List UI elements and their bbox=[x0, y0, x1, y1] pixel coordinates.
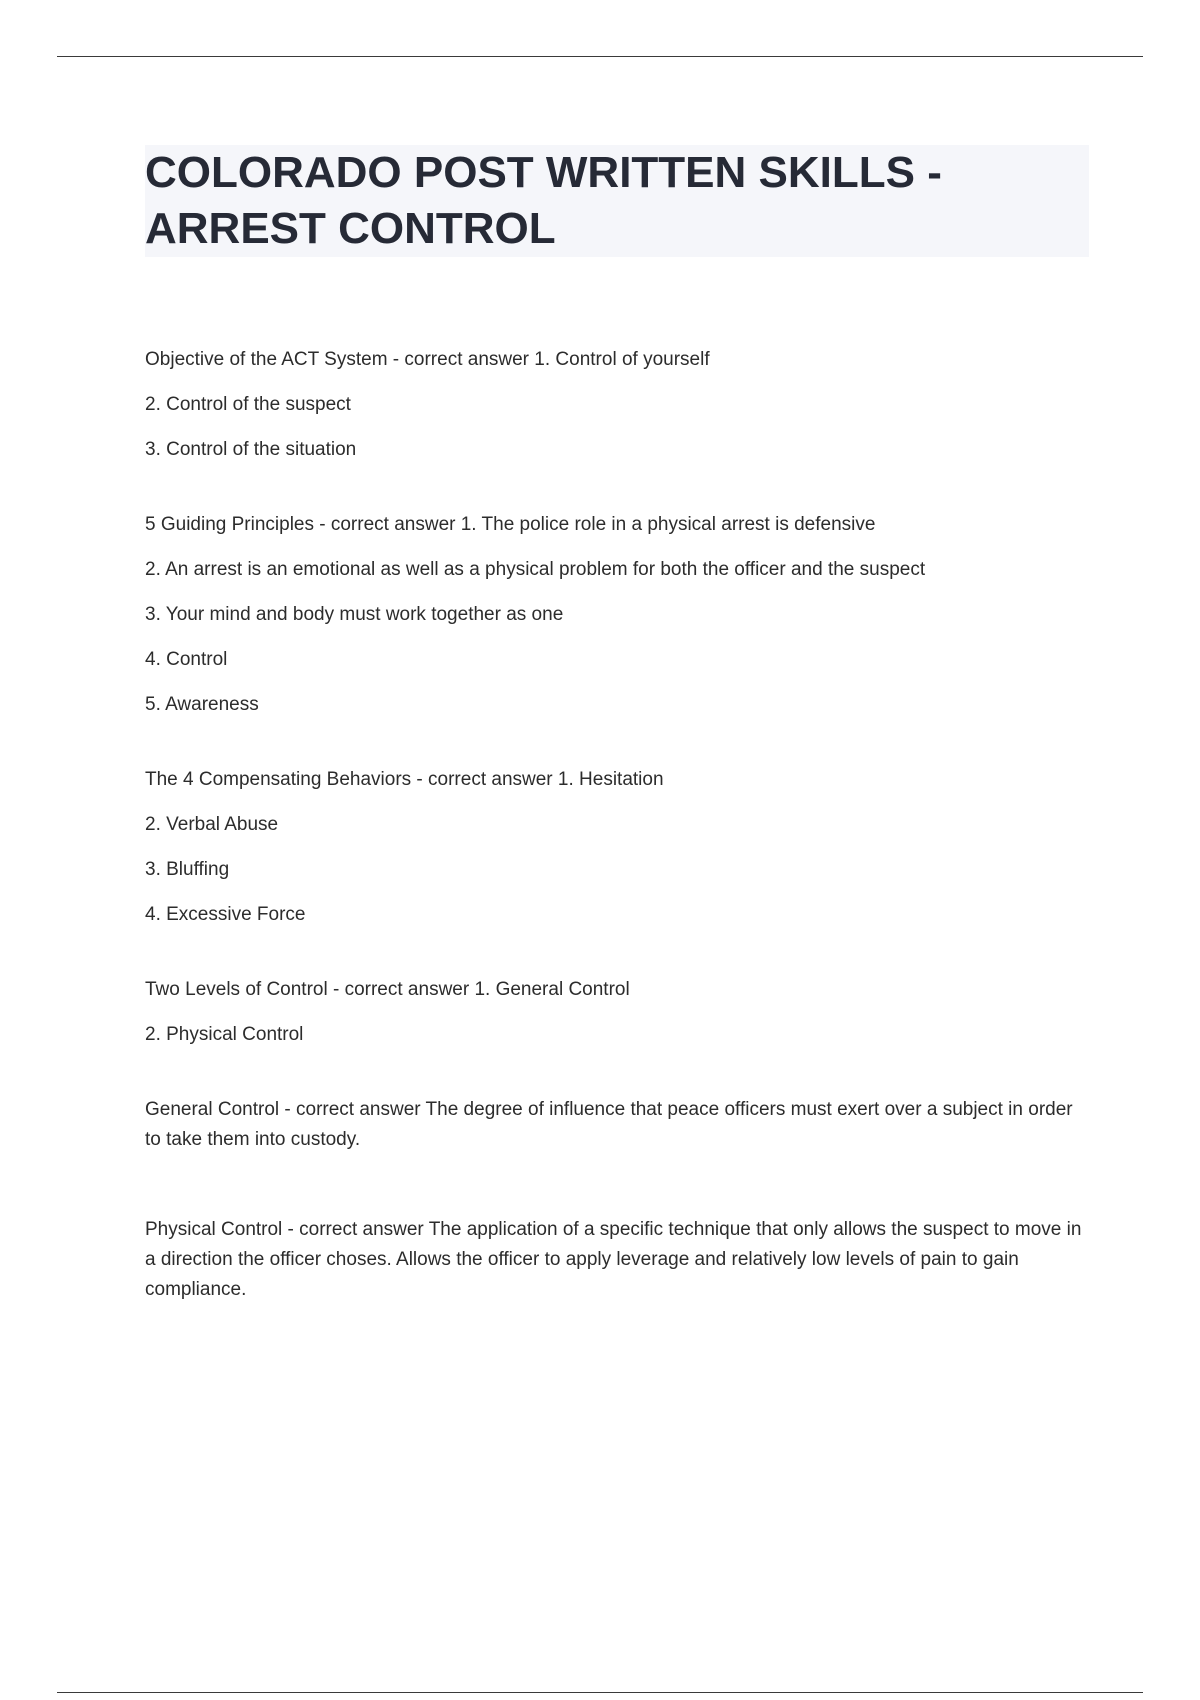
qa-line: 4. Excessive Force bbox=[145, 904, 306, 925]
qa-block-act-system bbox=[145, 345, 1085, 465]
qa-line: 2. Physical Control bbox=[145, 1024, 304, 1045]
qa-line: 5 Guiding Principles - correct answer 1. The police role in a physical arrest is defensive bbox=[145, 514, 876, 535]
qa-line: Objective of the ACT System - correct answer 1. Control of yourself bbox=[145, 349, 710, 370]
definition-physical-control bbox=[145, 1215, 1085, 1305]
qa-line: 2. Control of the suspect bbox=[145, 394, 351, 415]
document-title: COLORADO POST WRITTEN SKILLS - ARREST CONTROL bbox=[145, 148, 942, 253]
qa-line: 3. Bluffing bbox=[145, 859, 230, 880]
qa-line: The 4 Compensating Behaviors - correct answer 1. Hesitation bbox=[145, 769, 664, 790]
top-divider bbox=[57, 56, 1143, 57]
qa-line: 2. Verbal Abuse bbox=[145, 814, 279, 835]
definition-general-control bbox=[145, 1095, 1085, 1155]
qa-line: 3. Your mind and body must work together as one bbox=[145, 604, 564, 625]
qa-block-compensating-behaviors bbox=[145, 765, 1085, 930]
definition-text: General Control - correct answer The degree of influence that peace officers must exert over a subject in order to take them into custody. bbox=[145, 1099, 1073, 1150]
qa-line: Two Levels of Control - correct answer 1. General Control bbox=[145, 979, 630, 1000]
title-block bbox=[145, 145, 1089, 257]
qa-line: 4. Control bbox=[145, 649, 228, 670]
qa-block-levels-of-control bbox=[145, 975, 1085, 1050]
definition-text: Physical Control - correct answer The application of a specific technique that only allows the suspect to move in a direction the officer choses. Allows the officer to apply leverage and relatively low levels of pain to gain compliance. bbox=[145, 1219, 1082, 1300]
qa-line: 3. Control of the situation bbox=[145, 439, 357, 460]
document-body bbox=[145, 345, 1085, 1365]
bottom-divider bbox=[57, 1692, 1143, 1693]
qa-line: 2. An arrest is an emotional as well as a physical problem for both the officer and the suspect bbox=[145, 559, 926, 580]
qa-line: 5. Awareness bbox=[145, 694, 259, 715]
qa-block-guiding-principles bbox=[145, 510, 1085, 720]
